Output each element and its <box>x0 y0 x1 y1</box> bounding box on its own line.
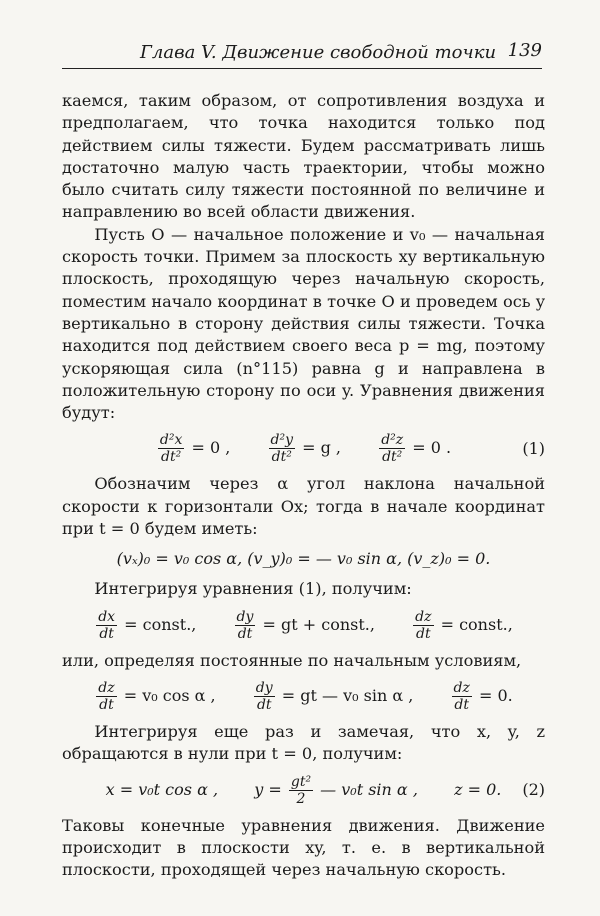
fraction-numerator: dz <box>453 679 470 696</box>
fraction-d2y <box>269 432 295 465</box>
fraction-dz-dt <box>413 609 433 642</box>
equation-rhs: = gt — v₀ sin α , <box>281 685 414 705</box>
equation-number: (1) <box>522 438 545 458</box>
equation-1 <box>62 432 545 465</box>
equation-number: (2) <box>522 780 545 800</box>
equation-y-lhs: y = <box>254 779 282 799</box>
fraction-dz-dt <box>96 680 116 713</box>
fraction-numerator: d²z <box>381 432 404 449</box>
page-body <box>62 90 545 881</box>
fraction-numerator: dx <box>98 608 116 625</box>
fraction-denominator: dt <box>99 696 114 713</box>
paragraph-5: или, определяя постоянные по начальным условиям, <box>62 650 522 670</box>
fraction-gt2-over-2 <box>289 774 313 807</box>
fraction-denominator: dt <box>237 625 253 642</box>
equation-rhs: = 0 , <box>191 438 231 458</box>
fraction-numerator: dy <box>255 679 273 696</box>
equation-z: z = 0. <box>454 779 502 799</box>
equation-rhs: = 0 . <box>412 438 452 458</box>
fraction-numerator: dz <box>415 608 432 625</box>
equation-text: (vₓ)₀ = v₀ cos α, (v_y)₀ = — v₀ sin α, (v_z)₀ = 0. <box>116 549 491 569</box>
equation-rhs: = g , <box>302 438 341 458</box>
equation-velocities <box>62 680 545 713</box>
fraction-denominator: dt² <box>382 449 403 466</box>
equation-x: x = v₀t cos α , <box>105 779 219 799</box>
fraction-denominator: 2 <box>296 790 306 807</box>
fraction-dx-dt <box>96 609 117 642</box>
paragraph-2: Пусть O — начальное положение и v₀ — начальная скорость точки. Примем за плоскость xy вертикальную плоскость, проходящую через начальную скорость, поместим начало координат в точке O и проведем ось y вертикально в сторону действия силы тяжести. Точка находится под действием своего веса p = mg, поэтому ускоряющая сила (n°115) равна g и направлена в положительную сторону по оси y. Уравнения движения будут: <box>62 224 545 423</box>
paragraph-1: каемся, таким образом, от сопротивления воздуха и предполагаем, что точка находится только под действием силы тяжести. Будем рассматривать лишь достаточно малую часть траектории, чтобы можно было считать силу тяжести постоянной по величине и направлению во всей области движения. <box>62 91 545 222</box>
fraction-numerator: d²y <box>270 432 293 449</box>
equation-rhs: = const., <box>440 614 513 634</box>
header-rule <box>62 68 542 69</box>
equation-rhs: = gt + const., <box>262 614 375 634</box>
fraction-numerator: dz <box>98 679 115 696</box>
fraction-d2z <box>379 432 405 465</box>
equation-rhs: = 0. <box>478 685 513 705</box>
equation-first-integrals <box>62 609 545 642</box>
fraction-denominator: dt² <box>161 449 182 466</box>
paragraph-6: Интегрируя еще раз и замечая, что x, y, z обращаются в нули при t = 0, получим: <box>62 721 545 764</box>
equation-y-rhs: — v₀t sin α , <box>320 779 418 799</box>
chapter-title: Глава V. Движение свободной точки <box>140 42 497 63</box>
equation-rhs: = v₀ cos α , <box>123 685 216 705</box>
equation-initial-conditions <box>62 548 545 570</box>
fraction-denominator: dt <box>99 625 114 642</box>
paragraph-4: Интегрируя уравнения (1), получим: <box>94 579 412 599</box>
page-header <box>62 38 542 68</box>
page-number: 139 <box>507 40 542 61</box>
fraction-numerator: gt² <box>290 773 312 790</box>
fraction-numerator: d²x <box>159 432 183 449</box>
equation-2 <box>62 774 545 807</box>
fraction-denominator: dt <box>454 696 469 713</box>
fraction-denominator: dt <box>416 625 431 642</box>
equation-rhs: = const., <box>124 614 197 634</box>
fraction-d2x <box>158 432 184 465</box>
paragraph-3: Обозначим через α угол наклона начальной скорости к горизонтали Ox; тогда в начале координат при t = 0 будем иметь: <box>62 474 545 539</box>
paragraph-7: Таковы конечные уравнения движения. Движение происходит в плоскости xy, т. е. в вертикальной плоскости, проходящей через начальную скорость. <box>62 815 545 880</box>
fraction-numerator: dy <box>236 608 254 625</box>
fraction-denominator: dt <box>256 696 272 713</box>
fraction-dy-dt <box>254 680 275 713</box>
fraction-dy-dt <box>235 609 256 642</box>
fraction-denominator: dt² <box>271 449 292 466</box>
fraction-dz-dt-2 <box>452 680 472 713</box>
